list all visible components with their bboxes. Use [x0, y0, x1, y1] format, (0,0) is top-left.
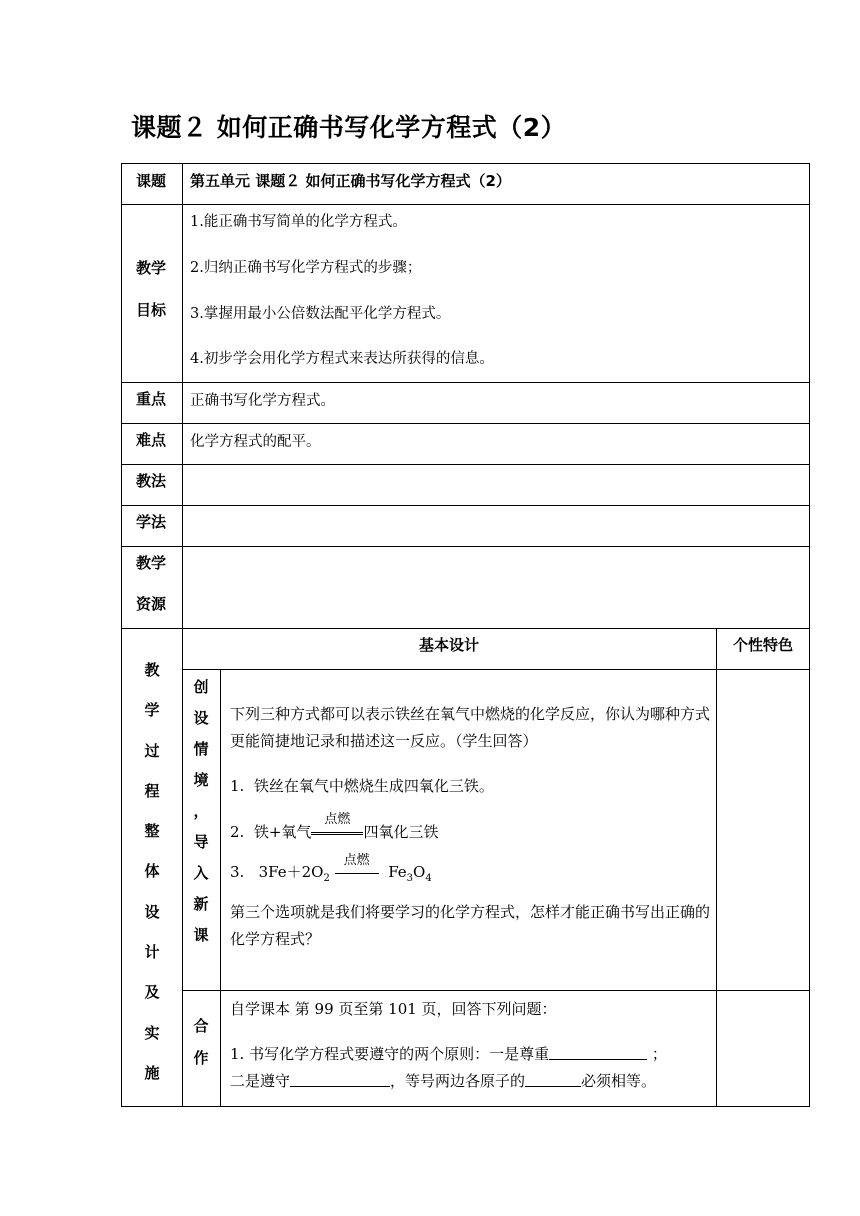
header-basic-design: 基本设计	[418, 636, 479, 654]
header-personal-feature: 个性特色	[732, 636, 793, 654]
section1-intro: 下列三种方式都可以表示铁丝在氧气中燃烧的化学反应，你认为哪种方式更能简捷地记录和描述这一反应。（学生回答）	[230, 705, 711, 750]
page-title: 课题２ 如何正确书写化学方程式（2）	[131, 113, 567, 142]
section1-conclusion: 第三个选项就是我们将要学习的化学方程式，怎样才能正确书写出正确的化学方程式？	[230, 903, 711, 948]
row-divider	[121, 423, 810, 424]
section1-option1: 1. 铁丝在氧气中燃烧生成四氧化三铁。	[230, 777, 494, 795]
row-divider	[121, 204, 810, 205]
section2-question1-line1: 1. 书写化学方程式要遵守的两个原则：一是尊重 ；	[230, 1045, 667, 1063]
answer-blank[interactable]	[549, 1045, 647, 1060]
difficulty-label: 难点	[136, 431, 167, 449]
row-divider	[121, 546, 810, 547]
process-side-label: 教 学 过 程 整 体 设 计 及 实 施	[144, 661, 160, 1082]
section2-intro: 自学课本 第 99 页至第 101 页，回答下列问题：	[230, 1000, 557, 1018]
teaching-method-label: 教法	[136, 472, 167, 490]
key-point-label: 重点	[136, 390, 167, 408]
resources-label-line1: 教学	[136, 554, 167, 572]
column-divider	[220, 669, 221, 1107]
answer-blank[interactable]	[290, 1072, 390, 1087]
goal-item: 1.能正确书写简单的化学方程式。	[190, 214, 407, 230]
resources-label-line2: 资源	[136, 595, 167, 613]
section1-option2: 2. 铁+氧气 点燃 四氧化三铁	[230, 812, 439, 841]
section2-question1-line2: 二是遵守 ，等号两边各原子的 必须相等。	[230, 1072, 657, 1090]
goal-item: 4.初步学会用化学方程式来表达所获得的信息。	[190, 351, 494, 367]
reaction-condition-arrow: 点燃	[311, 823, 363, 835]
goals-label-line2: 目标	[136, 301, 167, 319]
goal-item: 2.归纳正确书写化学方程式的步骤；	[190, 260, 422, 276]
goals-label-line1: 教学	[136, 259, 167, 277]
column-divider	[716, 628, 717, 1107]
row-divider	[121, 505, 810, 506]
section1-label: 创 设 情 境 ， 导 入 新 课	[193, 678, 209, 944]
section1-option3: 3. $3Fe+2O_2$ 点燃 $Fe_3O_4$	[230, 853, 432, 884]
topic-label: 课题	[136, 172, 167, 190]
learning-method-label: 学法	[136, 513, 167, 531]
difficulty-value: 化学方程式的配平。	[190, 434, 321, 450]
key-point-value: 正确书写化学方程式。	[190, 393, 335, 409]
row-divider	[121, 464, 810, 465]
reaction-condition-line: 点燃	[335, 865, 379, 874]
topic-value: 第五单元 课题２ 如何正确书写化学方程式（2）	[190, 172, 511, 190]
section2-label: 合 作	[193, 1017, 209, 1067]
row-divider	[121, 382, 810, 383]
row-divider	[121, 628, 810, 629]
goal-item: 3.掌握用最小公倍数法配平化学方程式。	[190, 306, 451, 322]
answer-blank[interactable]	[525, 1072, 581, 1087]
